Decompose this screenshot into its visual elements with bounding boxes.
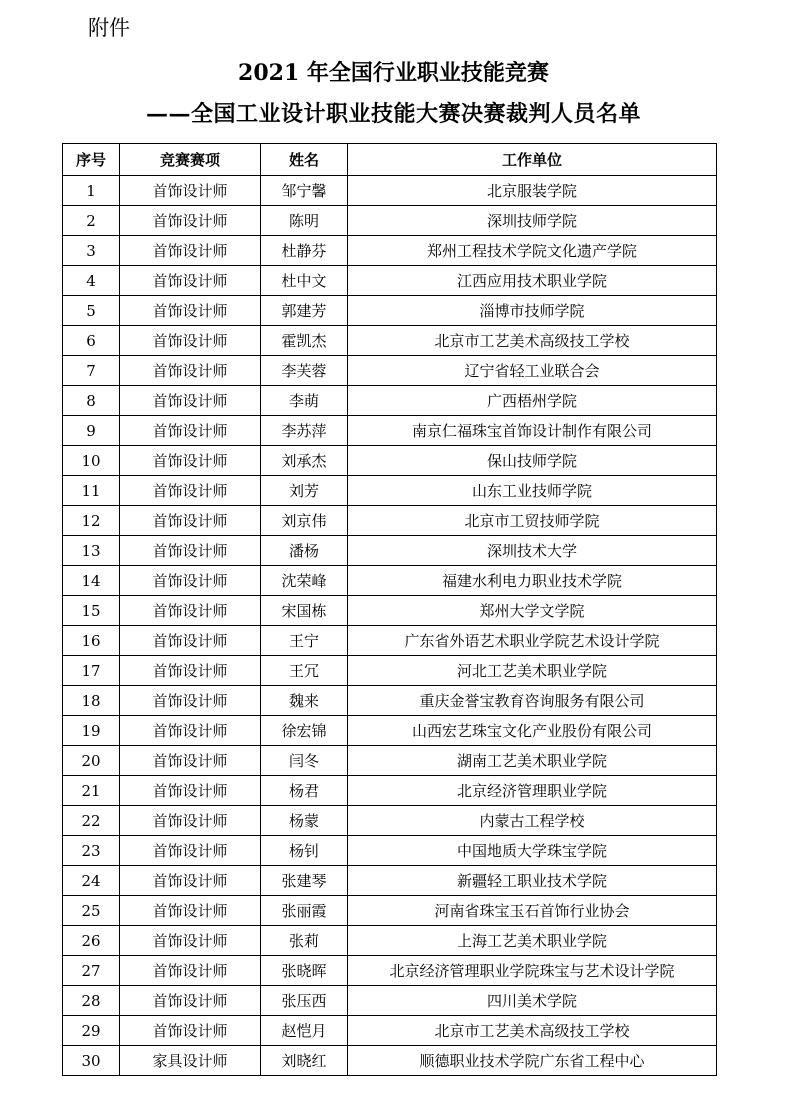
cell-competition-event: 首饰设计师	[120, 956, 261, 986]
cell-competition-event: 首饰设计师	[120, 1016, 261, 1046]
cell-name: 张压西	[261, 986, 348, 1016]
cell-competition-event: 首饰设计师	[120, 266, 261, 296]
cell-work-unit: 山东工业技师学院	[348, 476, 717, 506]
cell-work-unit: 上海工艺美术职业学院	[348, 926, 717, 956]
cell-serial-number: 2	[63, 206, 120, 236]
cell-serial-number: 19	[63, 716, 120, 746]
cell-work-unit: 四川美术学院	[348, 986, 717, 1016]
cell-competition-event: 首饰设计师	[120, 206, 261, 236]
cell-competition-event: 首饰设计师	[120, 416, 261, 446]
cell-serial-number: 18	[63, 686, 120, 716]
cell-work-unit: 北京市工艺美术高级技工学校	[348, 326, 717, 356]
cell-work-unit: 郑州工程技术学院文化遗产学院	[348, 236, 717, 266]
cell-work-unit: 河北工艺美术职业学院	[348, 656, 717, 686]
cell-name: 邹宁馨	[261, 176, 348, 206]
cell-name: 沈荣峰	[261, 566, 348, 596]
table-row	[63, 986, 717, 1016]
table-row	[63, 1016, 717, 1046]
cell-name: 杨钊	[261, 836, 348, 866]
cell-work-unit: 北京经济管理职业学院	[348, 776, 717, 806]
table-row	[63, 536, 717, 566]
cell-serial-number: 9	[63, 416, 120, 446]
table-row	[63, 656, 717, 686]
cell-competition-event: 首饰设计师	[120, 626, 261, 656]
cell-work-unit: 河南省珠宝玉石首饰行业协会	[348, 896, 717, 926]
cell-competition-event: 首饰设计师	[120, 326, 261, 356]
cell-competition-event: 首饰设计师	[120, 236, 261, 266]
table-row	[63, 626, 717, 656]
table-row	[63, 506, 717, 536]
cell-name: 刘晓红	[261, 1046, 348, 1076]
cell-serial-number: 20	[63, 746, 120, 776]
cell-work-unit: 北京市工艺美术高级技工学校	[348, 1016, 717, 1046]
cell-competition-event: 首饰设计师	[120, 356, 261, 386]
table-row	[63, 716, 717, 746]
document-title: 2021 年全国行业职业技能竞赛	[238, 60, 549, 86]
table-row	[63, 566, 717, 596]
table-row	[63, 596, 717, 626]
cell-work-unit: 内蒙古工程学校	[348, 806, 717, 836]
cell-competition-event: 首饰设计师	[120, 686, 261, 716]
cell-name: 张莉	[261, 926, 348, 956]
cell-name: 魏来	[261, 686, 348, 716]
cell-work-unit: 北京服装学院	[348, 176, 717, 206]
referee-table	[62, 143, 717, 1076]
cell-work-unit: 北京经济管理职业学院珠宝与艺术设计学院	[348, 956, 717, 986]
cell-competition-event: 首饰设计师	[120, 986, 261, 1016]
cell-serial-number: 27	[63, 956, 120, 986]
table-row	[63, 386, 717, 416]
cell-serial-number: 3	[63, 236, 120, 266]
cell-name: 张丽霞	[261, 896, 348, 926]
table-row	[63, 776, 717, 806]
cell-competition-event: 首饰设计师	[120, 566, 261, 596]
table-header-row	[63, 144, 717, 176]
cell-serial-number: 30	[63, 1046, 120, 1076]
cell-work-unit: 新疆轻工职业技术学院	[348, 866, 717, 896]
table-row	[63, 806, 717, 836]
cell-work-unit: 深圳技术大学	[348, 536, 717, 566]
cell-competition-event: 首饰设计师	[120, 776, 261, 806]
cell-competition-event: 家具设计师	[120, 1046, 261, 1076]
cell-name: 杨蒙	[261, 806, 348, 836]
table-row	[63, 266, 717, 296]
cell-name: 闫冬	[261, 746, 348, 776]
cell-competition-event: 首饰设计师	[120, 176, 261, 206]
cell-serial-number: 25	[63, 896, 120, 926]
cell-name: 王宁	[261, 626, 348, 656]
cell-serial-number: 16	[63, 626, 120, 656]
cell-serial-number: 4	[63, 266, 120, 296]
table-row	[63, 206, 717, 236]
cell-name: 刘芳	[261, 476, 348, 506]
document-subtitle: ——全国工业设计职业技能大赛决赛裁判人员名单	[145, 101, 641, 127]
cell-competition-event: 首饰设计师	[120, 746, 261, 776]
cell-work-unit: 北京市工贸技师学院	[348, 506, 717, 536]
cell-work-unit: 江西应用技术职业学院	[348, 266, 717, 296]
cell-name: 杜静芬	[261, 236, 348, 266]
cell-work-unit: 郑州大学文学院	[348, 596, 717, 626]
cell-serial-number: 12	[63, 506, 120, 536]
cell-serial-number: 22	[63, 806, 120, 836]
cell-work-unit: 福建水利电力职业技术学院	[348, 566, 717, 596]
table-body	[63, 176, 717, 1076]
cell-work-unit: 广西梧州学院	[348, 386, 717, 416]
cell-serial-number: 21	[63, 776, 120, 806]
cell-serial-number: 26	[63, 926, 120, 956]
header-name: 姓名	[261, 144, 348, 176]
table-row	[63, 416, 717, 446]
cell-competition-event: 首饰设计师	[120, 296, 261, 326]
cell-work-unit: 顺德职业技术学院广东省工程中心	[348, 1046, 717, 1076]
table-row	[63, 956, 717, 986]
cell-work-unit: 深圳技师学院	[348, 206, 717, 236]
cell-work-unit: 广东省外语艺术职业学院艺术设计学院	[348, 626, 717, 656]
cell-name: 赵恺月	[261, 1016, 348, 1046]
cell-name: 徐宏锦	[261, 716, 348, 746]
cell-name: 李芙蓉	[261, 356, 348, 386]
cell-competition-event: 首饰设计师	[120, 476, 261, 506]
cell-competition-event: 首饰设计师	[120, 926, 261, 956]
cell-serial-number: 24	[63, 866, 120, 896]
cell-name: 宋国栋	[261, 596, 348, 626]
cell-work-unit: 淄博市技师学院	[348, 296, 717, 326]
cell-serial-number: 17	[63, 656, 120, 686]
cell-competition-event: 首饰设计师	[120, 836, 261, 866]
cell-work-unit: 中国地质大学珠宝学院	[348, 836, 717, 866]
cell-competition-event: 首饰设计师	[120, 386, 261, 416]
table-row	[63, 476, 717, 506]
cell-work-unit: 山西宏艺珠宝文化产业股份有限公司	[348, 716, 717, 746]
cell-serial-number: 29	[63, 1016, 120, 1046]
cell-competition-event: 首饰设计师	[120, 446, 261, 476]
cell-name: 张建琴	[261, 866, 348, 896]
cell-serial-number: 14	[63, 566, 120, 596]
cell-competition-event: 首饰设计师	[120, 866, 261, 896]
cell-serial-number: 8	[63, 386, 120, 416]
cell-name: 刘京伟	[261, 506, 348, 536]
cell-work-unit: 辽宁省轻工业联合会	[348, 356, 717, 386]
cell-serial-number: 6	[63, 326, 120, 356]
cell-competition-event: 首饰设计师	[120, 806, 261, 836]
cell-name: 张晓晖	[261, 956, 348, 986]
cell-competition-event: 首饰设计师	[120, 596, 261, 626]
cell-name: 王冗	[261, 656, 348, 686]
cell-name: 杜中文	[261, 266, 348, 296]
cell-competition-event: 首饰设计师	[120, 716, 261, 746]
cell-work-unit: 保山技师学院	[348, 446, 717, 476]
cell-name: 杨君	[261, 776, 348, 806]
header-competition-event: 竞赛赛项	[120, 144, 261, 176]
header-serial-number: 序号	[63, 144, 120, 176]
table-row	[63, 1046, 717, 1076]
table-row	[63, 836, 717, 866]
cell-competition-event: 首饰设计师	[120, 896, 261, 926]
cell-name: 陈明	[261, 206, 348, 236]
cell-serial-number: 13	[63, 536, 120, 566]
table-row	[63, 446, 717, 476]
cell-competition-event: 首饰设计师	[120, 506, 261, 536]
cell-name: 刘承杰	[261, 446, 348, 476]
cell-serial-number: 1	[63, 176, 120, 206]
table-row	[63, 926, 717, 956]
cell-serial-number: 7	[63, 356, 120, 386]
cell-serial-number: 23	[63, 836, 120, 866]
cell-name: 李萌	[261, 386, 348, 416]
table-row	[63, 746, 717, 776]
cell-name: 郭建芳	[261, 296, 348, 326]
cell-serial-number: 15	[63, 596, 120, 626]
cell-serial-number: 28	[63, 986, 120, 1016]
attachment-label: 附件	[88, 16, 130, 40]
table-row	[63, 686, 717, 716]
cell-name: 李苏萍	[261, 416, 348, 446]
cell-competition-event: 首饰设计师	[120, 656, 261, 686]
table-row	[63, 296, 717, 326]
cell-work-unit: 南京仁福珠宝首饰设计制作有限公司	[348, 416, 717, 446]
cell-competition-event: 首饰设计师	[120, 536, 261, 566]
cell-name: 霍凯杰	[261, 326, 348, 356]
cell-work-unit: 重庆金誉宝教育咨询服务有限公司	[348, 686, 717, 716]
table-row	[63, 896, 717, 926]
cell-serial-number: 10	[63, 446, 120, 476]
table-row	[63, 356, 717, 386]
cell-serial-number: 5	[63, 296, 120, 326]
table-row	[63, 866, 717, 896]
cell-name: 潘杨	[261, 536, 348, 566]
header-work-unit: 工作单位	[348, 144, 717, 176]
table-row	[63, 326, 717, 356]
table-row	[63, 176, 717, 206]
cell-work-unit: 湖南工艺美术职业学院	[348, 746, 717, 776]
cell-serial-number: 11	[63, 476, 120, 506]
table-row	[63, 236, 717, 266]
